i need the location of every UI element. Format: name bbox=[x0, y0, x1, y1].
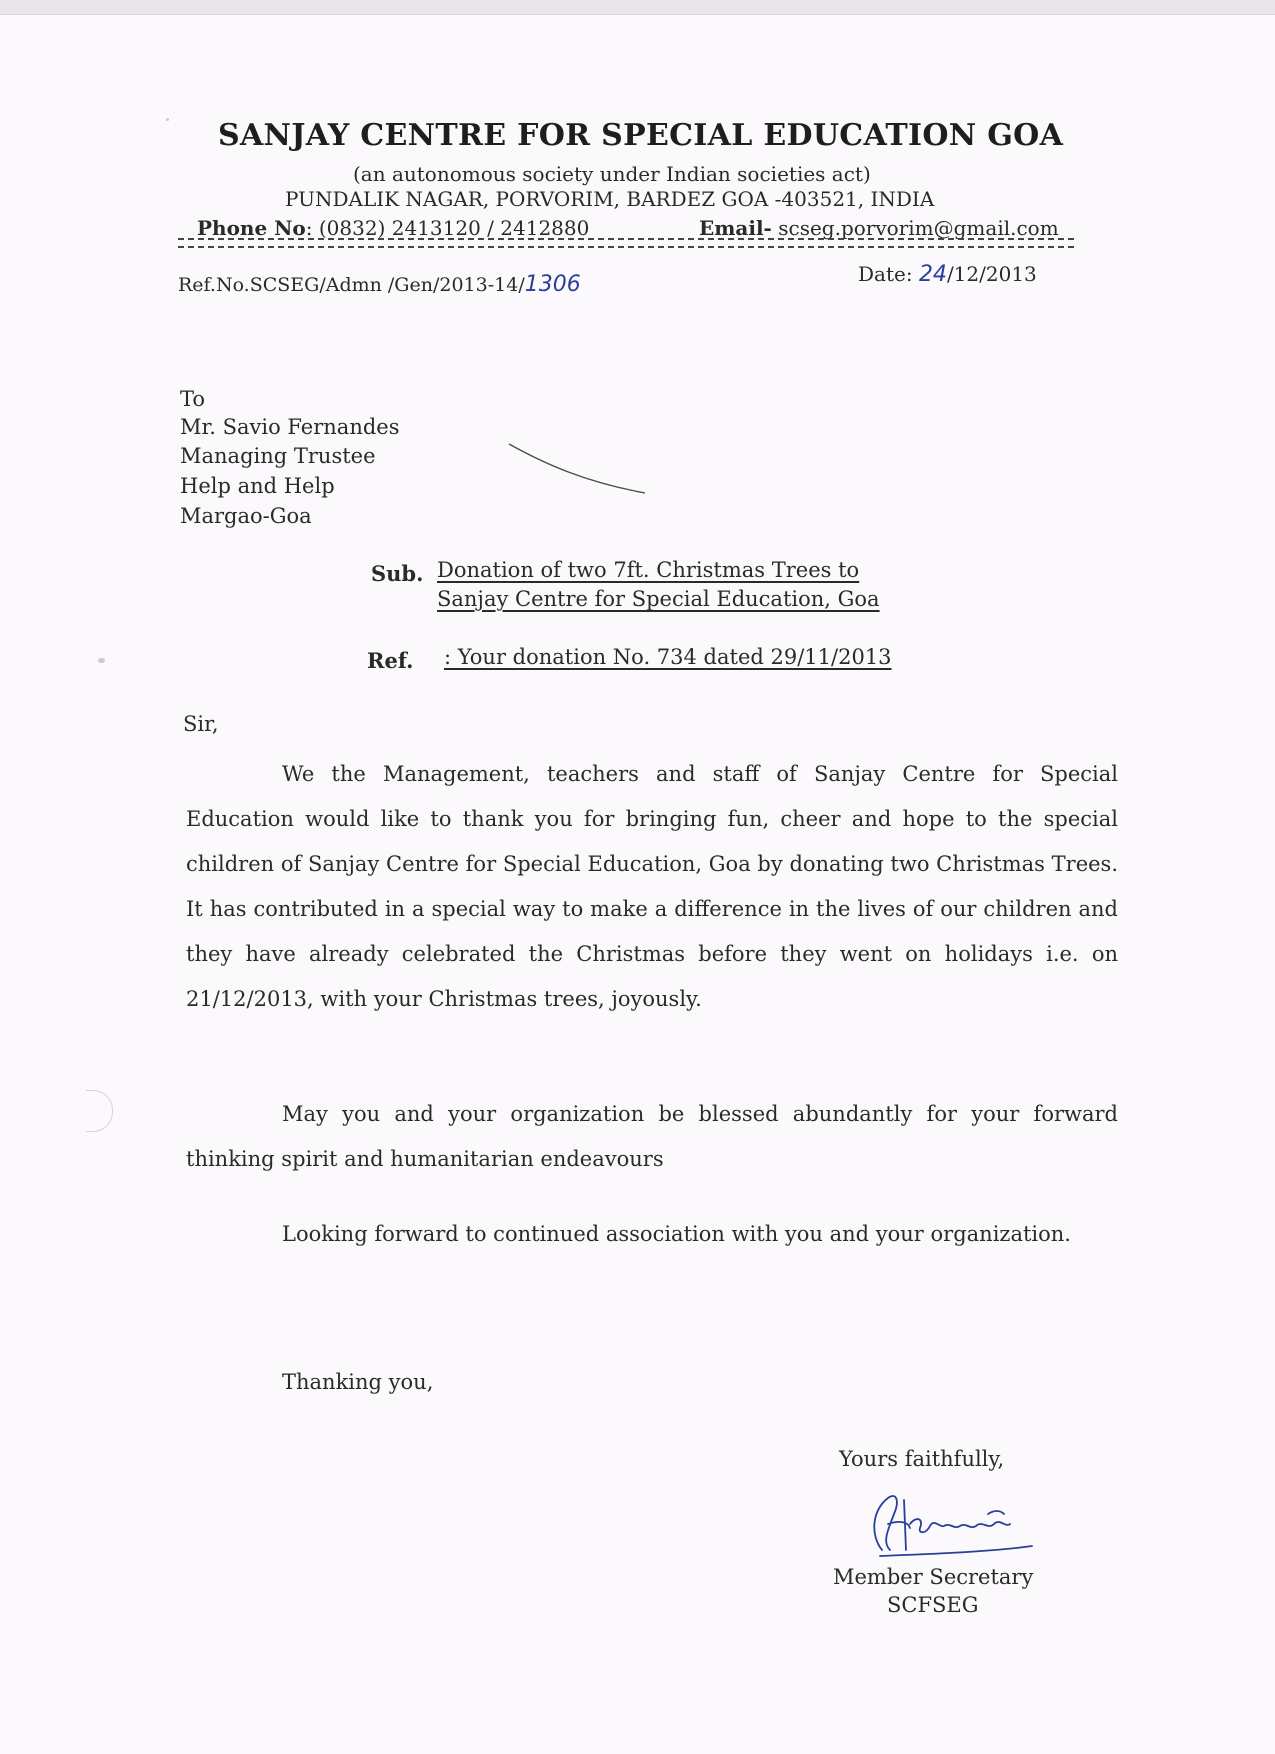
thanking-line: Thanking you, bbox=[282, 1370, 434, 1394]
handwritten-signature bbox=[860, 1480, 1040, 1560]
subject-label: Sub. bbox=[371, 561, 424, 586]
organization-address: PUNDALIK NAGAR, PORVORIM, BARDEZ GOA -403521, INDIA bbox=[285, 187, 935, 211]
paper-speck bbox=[166, 118, 169, 121]
recipient-name: Mr. Savio Fernandes bbox=[180, 415, 400, 439]
reference-prefix: Ref.No.SCSEG/Admn /Gen/2013-14/ bbox=[178, 274, 525, 296]
recipient-to: To bbox=[180, 387, 206, 411]
email-label: Email- bbox=[699, 216, 772, 240]
letter-date bbox=[858, 262, 1037, 287]
paper-speck bbox=[98, 658, 105, 663]
signatory-organization-abbr: SCFSEG bbox=[887, 1593, 979, 1617]
pen-stroke-mark bbox=[505, 438, 655, 498]
recipient-place: Margao-Goa bbox=[180, 504, 312, 528]
letterhead-divider bbox=[178, 238, 1074, 248]
handwritten-date-day: 24 bbox=[918, 262, 947, 287]
body-paragraph-1: We the Management, teachers and staff of Sanjay Centre for Special Education would like to thank you for bringing fun, cheer and hope to the special children of Sanjay Centre for Special Education, Goa by donating two Christmas Trees. It has contributed in a special way to make a difference in the lives of our children and they have already celebrated the Christmas before they went on holidays i.e. on 21/12/2013, with your Christmas trees, joyously. bbox=[186, 762, 1118, 1011]
ref-label: Ref. bbox=[367, 648, 414, 673]
date-rest: /12/2013 bbox=[946, 262, 1037, 286]
body-paragraph-3: Looking forward to continued association with you and your organization. bbox=[282, 1222, 1071, 1246]
ref-donation-text: : Your donation No. 734 dated 29/11/2013 bbox=[444, 645, 892, 669]
handwritten-ref-number: 1306 bbox=[524, 272, 581, 297]
subject-line-1: Donation of two 7ft. Christmas Trees to bbox=[437, 558, 860, 582]
phone-label: Phone No bbox=[197, 216, 306, 240]
scan-top-edge bbox=[0, 0, 1275, 15]
organization-name: SANJAY CENTRE FOR SPECIAL EDUCATION GOA bbox=[218, 118, 1064, 153]
signatory-designation: Member Secretary bbox=[833, 1565, 1034, 1589]
punch-hole-mark bbox=[86, 1090, 113, 1132]
subject-line-2: Sanjay Centre for Special Education, Goa bbox=[437, 587, 880, 611]
recipient-title: Managing Trustee bbox=[180, 444, 376, 468]
reference-number bbox=[178, 272, 581, 297]
email-address: scseg.porvorim@gmail.com bbox=[771, 216, 1059, 240]
phone-numbers: : (0832) 2413120 / 2412880 bbox=[305, 216, 590, 240]
date-label: Date: bbox=[858, 262, 919, 286]
contact-row bbox=[197, 216, 1059, 240]
salutation: Sir, bbox=[183, 712, 219, 736]
recipient-organization: Help and Help bbox=[180, 474, 335, 498]
email-block bbox=[699, 216, 1059, 240]
closing-yours-faithfully: Yours faithfully, bbox=[839, 1447, 1005, 1471]
organization-subtitle: (an autonomous society under Indian societies act) bbox=[353, 162, 871, 186]
body-paragraph-2: May you and your organization be blessed abundantly for your forward thinking spirit and humanitarian endeavours bbox=[186, 1102, 1118, 1171]
